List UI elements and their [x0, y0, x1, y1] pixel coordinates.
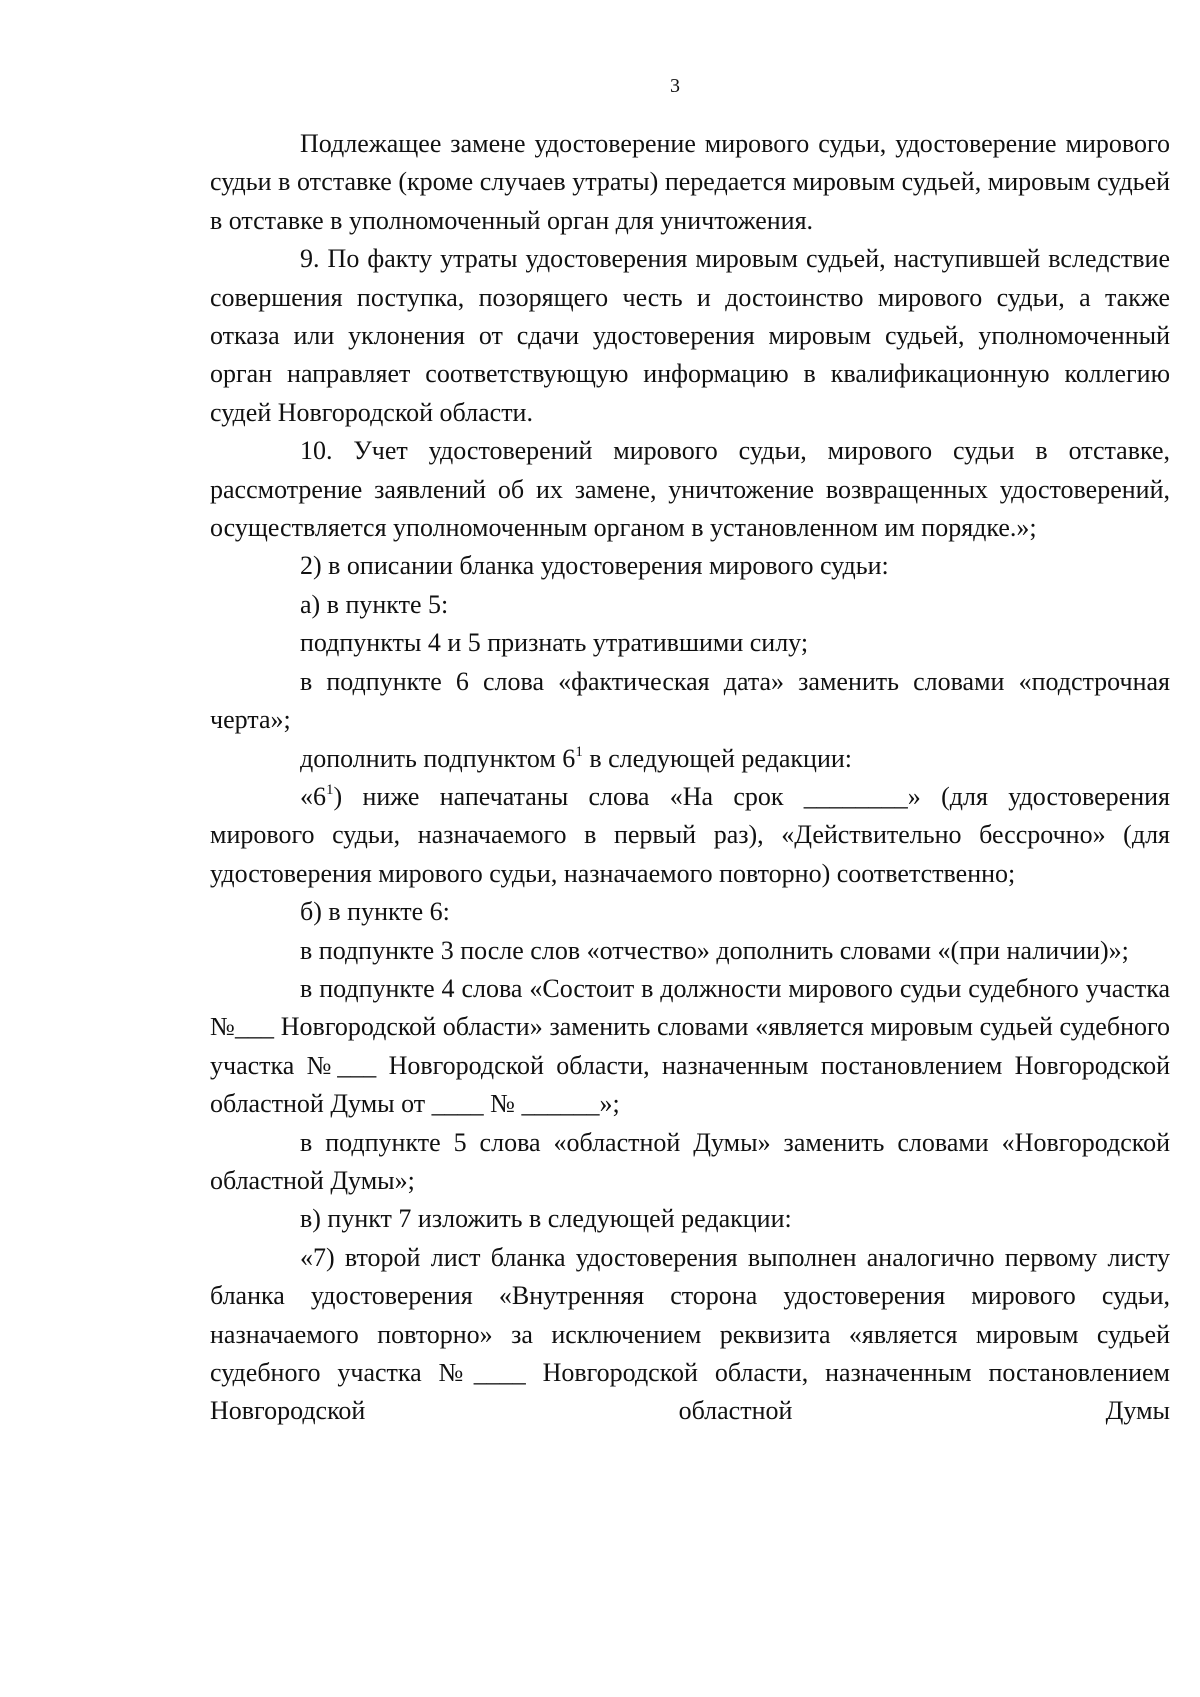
paragraph-subpoint-4-change: в подпункте 4 слова «Состоит в должности мирового судьи судебного участка №___ Новгородской области» заменить словами «является мировым судьей судебного участка №___ Новгородской области, назначенным постановлением Новгородской областной Думы от ____ № ______»; — [210, 973, 1170, 1119]
paragraph-add-subpoint-6-1 — [210, 740, 1170, 778]
paragraph-subpoint-5-change: в подпункте 5 слова «областной Думы» заменить словами «Новгородской областной Думы»; — [210, 1127, 1170, 1195]
paragraph-subpoint-6-change: в подпункте 6 слова «фактическая дата» заменить словами «подстрочная черта»; — [210, 666, 1170, 735]
paragraph-item-10: 10. Учет удостоверений мирового судьи, мирового судьи в отставке, рассмотрение заявлений об их замене, уничтожение возвращенных удостоверений, осуществляется уполномоченным органом в установленном им порядке.»; — [210, 436, 1170, 543]
paragraph-item-9: 9. По факту утраты удостоверения мировым судьей, наступившей вследствие совершения поступка, позорящего честь и достоинство мирового судьи, а также отказа или уклонения от сдачи удостоверения мировым судьей, уполномоченный орган направляет соответствующую информацию в квалификационную коллегию судей Новгородской области. — [210, 244, 1170, 427]
superscript: 1 — [326, 781, 334, 798]
document-body — [210, 125, 1170, 1431]
paragraph-subpoint-3-change: в подпункте 3 после слов «отчество» дополнить словами «(при наличии)»; — [300, 935, 1129, 965]
paragraph-text-part: дополнить подпунктом 6 — [300, 743, 576, 773]
paragraph-text-part: в следующей редакции: — [582, 743, 852, 773]
superscript: 1 — [575, 743, 583, 760]
paragraph-subpoints-repealed: подпункты 4 и 5 признать утратившими силу; — [300, 628, 809, 658]
paragraph-subitem-a: а) в пункте 5: — [300, 589, 449, 619]
page-number: 3 — [670, 75, 680, 97]
paragraph-text-part: ) ниже напечатаны слова «На срок ________» (для удостоверения мирового судьи, назначаемого в первый раз), «Действительно бессрочно» (для удостоверения мирового судьи, назначаемого повторно) соответственно; — [210, 781, 1170, 888]
paragraph-subitem-v: в) пункт 7 изложить в следующей редакции: — [300, 1204, 792, 1234]
paragraph-item-7-text: «7) второй лист бланка удостоверения выполнен аналогично первому листу бланка удостоверения «Внутренняя сторона удостоверения мирового судьи, назначаемого повторно» за исключением реквизита «является мировым судьей судебного участка №____ Новгородской области, назначенным постановлением Новгородской областной Думы — [210, 1242, 1170, 1426]
paragraph-text-part: «6 — [300, 781, 326, 811]
paragraph-replacement-transfer: Подлежащее замене удостоверение мирового судьи, удостоверение мирового судьи в отставке (кроме случаев утраты) передается мировым судьей, мировым судьей в отставке в уполномоченный орган для уничтожения. — [210, 129, 1170, 235]
paragraph-subpoint-6-1-text — [210, 778, 1170, 893]
paragraph-amendment-2: 2) в описании бланка удостоверения мирового судьи: — [300, 551, 889, 581]
paragraph-subitem-b: б) в пункте 6: — [300, 897, 450, 927]
